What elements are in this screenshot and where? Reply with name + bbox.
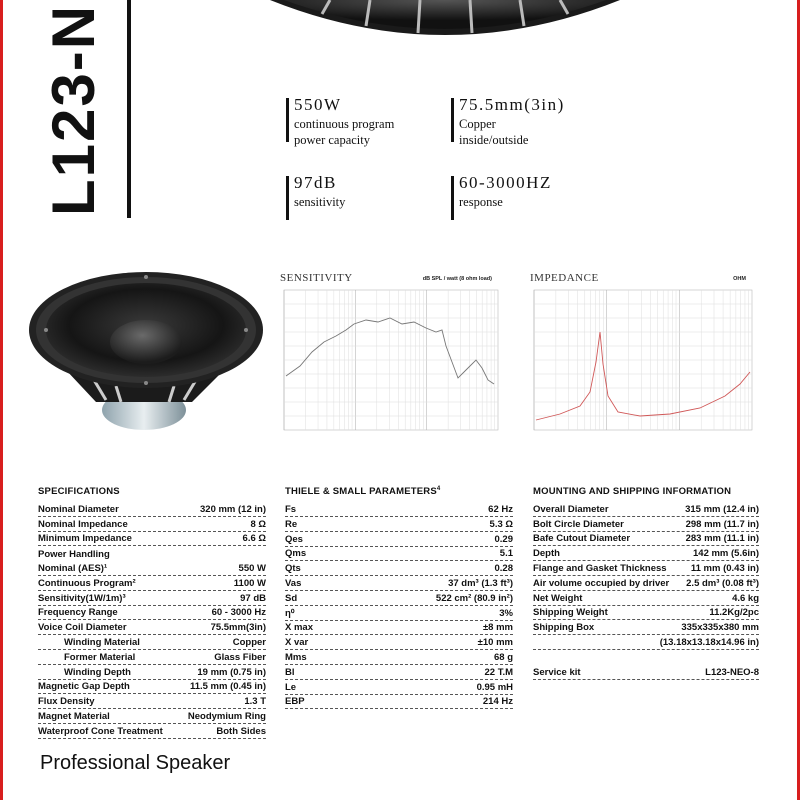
- spec-coil-value: 75.5mm(3in): [459, 95, 565, 114]
- mounting-heading: MOUNTING AND SHIPPING INFORMATION: [533, 486, 732, 497]
- row-value: 97 dB: [240, 592, 266, 604]
- impedance-graph-unit: OHM: [733, 276, 746, 282]
- row-label: Le: [285, 681, 297, 693]
- table-row: [38, 635, 266, 650]
- table-row: [285, 502, 513, 517]
- table-row: [285, 650, 513, 665]
- table-row: [533, 561, 759, 576]
- row-value: 11 mm (0.43 in): [690, 562, 759, 574]
- row-value: 37 dm³ (1.3 ft³): [448, 577, 513, 589]
- spec-response-value: 60-3000HZ: [459, 173, 552, 192]
- table-row: [533, 620, 759, 635]
- table-row: [285, 695, 513, 710]
- row-label: Shipping Box: [533, 622, 595, 634]
- thiele-small-section: [285, 486, 513, 709]
- spec-coil-line2: inside/outside: [459, 133, 529, 147]
- row-label: Nominal Impedance: [38, 518, 128, 530]
- row-value: 11.2Kg/2pc: [709, 607, 759, 619]
- spec-coil: [451, 94, 565, 148]
- row-label: Magnetic Gap Depth: [38, 681, 130, 693]
- row-label: Magnet Material: [38, 710, 110, 722]
- row-label: Depth: [533, 548, 560, 560]
- graph-grid: [284, 290, 498, 430]
- speaker-top-image: [270, 0, 620, 48]
- table-row: [533, 576, 759, 591]
- row-value: Glass Fiber: [214, 651, 266, 663]
- row-label: Vas: [285, 577, 302, 589]
- table-row: [38, 709, 266, 724]
- table-row: [38, 680, 266, 695]
- table-row: [533, 532, 759, 547]
- spec-bar: [451, 176, 454, 220]
- table-row: [533, 635, 759, 650]
- row-label: Winding Depth: [64, 666, 131, 678]
- spec-bar: [286, 98, 289, 142]
- table-row: [38, 532, 266, 547]
- table-row: [38, 665, 266, 680]
- spec-power-line1: continuous program: [294, 117, 395, 131]
- row-value: 320 mm (12 in): [200, 503, 266, 515]
- row-value: 522 cm² (80.9 in²): [435, 592, 513, 604]
- table-row: [285, 621, 513, 636]
- row-value: 5.1: [499, 548, 513, 560]
- mounting-table: [533, 502, 759, 650]
- table-row: [285, 561, 513, 576]
- spec-sensitivity-line1: sensitivity: [294, 195, 346, 209]
- row-label: Nominal (AES)¹: [38, 562, 108, 574]
- row-label: Voice Coil Diameter: [38, 622, 127, 634]
- row-label: Bolt Circle Diameter: [533, 518, 624, 530]
- row-label: X var: [285, 637, 309, 649]
- row-value: 22 T.M: [484, 666, 513, 678]
- table-row: [38, 561, 266, 576]
- spec-power-line2: power capacity: [294, 133, 371, 147]
- row-gap: [533, 650, 759, 665]
- row-value: 335x335x380 mm: [681, 622, 759, 634]
- row-value: 3%: [499, 607, 513, 619]
- specifications-section: [38, 486, 266, 739]
- impedance-graph-plot: [530, 288, 756, 442]
- row-label: Fs: [285, 503, 297, 515]
- row-label: X max: [285, 622, 313, 634]
- spec-bar: [451, 98, 454, 142]
- spec-bar: [286, 176, 289, 220]
- sensitivity-graph-label: SENSITIVITY: [280, 272, 353, 284]
- sensitivity-graph-plot: [280, 288, 502, 442]
- spec-response: [451, 172, 552, 210]
- row-label: EBP: [285, 696, 305, 708]
- table-row: [285, 680, 513, 695]
- row-value: 2.5 dm³ (0.08 ft³): [686, 577, 759, 589]
- spec-sensitivity-value: 97dB: [294, 173, 337, 192]
- table-row: [38, 576, 266, 591]
- row-value: 8 Ω: [250, 518, 266, 530]
- row-value: 298 mm (11.7 in): [685, 518, 759, 530]
- row-label: Qes: [285, 533, 303, 545]
- row-label: Waterproof Cone Treatment: [38, 725, 163, 737]
- row-value: 0.29: [494, 533, 513, 545]
- impedance-graph: [530, 270, 756, 442]
- spec-response-line1: response: [459, 195, 503, 209]
- row-value: Neodymium Ring: [187, 710, 266, 722]
- row-label: Mms: [285, 651, 307, 663]
- table-row: [38, 694, 266, 709]
- row-label: Frequency Range: [38, 607, 118, 619]
- row-label: Power Handling: [38, 549, 110, 561]
- service-kit-label: Service kit: [533, 666, 581, 678]
- speaker-main-image: [26, 270, 266, 440]
- spec-power-value: 550W: [294, 95, 342, 114]
- row-label: Nominal Diameter: [38, 503, 119, 515]
- thiele-small-heading: [285, 486, 513, 497]
- model-title-text: L123-N: [40, 3, 107, 216]
- row-label: η⁰: [285, 607, 295, 619]
- table-row: [533, 606, 759, 621]
- service-kit-row: [533, 665, 759, 680]
- row-label: Flux Density: [38, 696, 95, 708]
- row-label: Continuous Program²: [38, 577, 136, 589]
- table-row: [285, 547, 513, 562]
- row-label: Qts: [285, 563, 301, 575]
- service-kit-value: L123-NEO-8: [705, 666, 759, 678]
- row-label: Re: [285, 518, 298, 530]
- table-row: [533, 546, 759, 561]
- row-value: 19 mm (0.75 in): [197, 666, 266, 678]
- row-label: Bafe Cutout Diameter: [533, 533, 631, 545]
- table-row: [285, 665, 513, 680]
- table-row: [285, 591, 513, 606]
- row-value: Both Sides: [216, 725, 266, 737]
- title-divider: [127, 0, 131, 218]
- row-value: 283 mm (11.1 in): [685, 533, 759, 545]
- sensitivity-graph-unit: dB SPL / watt (8 ohm load): [422, 276, 492, 282]
- row-value: 62 Hz: [488, 503, 513, 515]
- table-row: [38, 650, 266, 665]
- row-value: 60 - 3000 Hz: [211, 607, 266, 619]
- mounting-section: [533, 486, 759, 680]
- table-row: [285, 606, 513, 621]
- row-label: Sd: [285, 592, 298, 604]
- impedance-graph-label: IMPEDANCE: [530, 272, 599, 284]
- spec-coil-line1: Copper: [459, 117, 496, 131]
- thiele-small-table: [285, 502, 513, 709]
- table-row: [38, 724, 266, 739]
- row-label: Winding Material: [64, 636, 140, 648]
- row-value: 11.5 mm (0.45 in): [189, 681, 266, 693]
- row-label: Overall Diameter: [533, 503, 609, 515]
- row-value: 315 mm (12.4 in): [685, 503, 759, 515]
- impedance-curve: [536, 332, 750, 420]
- row-label: Air volume occupied by driver: [533, 577, 670, 589]
- row-value: 6.6 Ω: [242, 533, 266, 545]
- row-label: Minimum Impedance: [38, 533, 132, 545]
- table-row: [285, 635, 513, 650]
- row-value: 75.5mm(3in): [210, 622, 266, 634]
- thiele-small-heading-sup: 4: [436, 486, 441, 492]
- graph-grid: [534, 290, 752, 430]
- table-row: [533, 591, 759, 606]
- row-label: Bl: [285, 666, 295, 678]
- row-label: Net Weight: [533, 592, 583, 604]
- row-label: Former Material: [64, 651, 136, 663]
- table-row: [38, 517, 266, 532]
- row-value: 142 mm (5.6in): [693, 548, 759, 560]
- table-row: [38, 606, 266, 621]
- table-row: [285, 532, 513, 547]
- row-label: Shipping Weight: [533, 607, 608, 619]
- table-row: [38, 591, 266, 606]
- row-label: Flange and Gasket Thickness: [533, 562, 667, 574]
- table-row: [38, 502, 266, 517]
- table-row: [533, 502, 759, 517]
- row-value: 68 g: [493, 651, 513, 663]
- row-value: 550 W: [238, 562, 266, 574]
- footer-title: Professional Speaker: [40, 752, 231, 774]
- row-value: 5.3 Ω: [489, 518, 513, 530]
- row-label: Sensitivity(1W/1m)³: [38, 592, 126, 604]
- spec-sensitivity: [286, 172, 345, 210]
- row-value: 214 Hz: [482, 696, 513, 708]
- row-value: ±8 mm: [482, 622, 513, 634]
- sensitivity-graph: [280, 270, 502, 442]
- table-row: [533, 517, 759, 532]
- spec-power: [286, 94, 394, 148]
- page-frame-left: [0, 0, 3, 800]
- row-value: 1.3 T: [244, 696, 266, 708]
- row-label: Qms: [285, 548, 307, 560]
- row-value: ±10 mm: [477, 637, 513, 649]
- row-value: 0.95 mH: [476, 681, 513, 693]
- row-value: 0.28: [494, 563, 513, 575]
- thiele-small-heading-text: THIELE & SMALL PARAMETERS: [285, 486, 437, 498]
- specifications-heading: SPECIFICATIONS: [38, 486, 120, 497]
- row-value: (13.18x13.18x14.96 in): [659, 636, 759, 648]
- table-row: [38, 546, 266, 561]
- table-row: [285, 576, 513, 591]
- row-value: Copper: [232, 636, 266, 648]
- specifications-table: [38, 502, 266, 739]
- row-value: 4.6 kg: [732, 592, 759, 604]
- table-row: [285, 517, 513, 532]
- row-value: 1100 W: [233, 577, 266, 589]
- table-row: [38, 620, 266, 635]
- model-title: [24, 0, 124, 216]
